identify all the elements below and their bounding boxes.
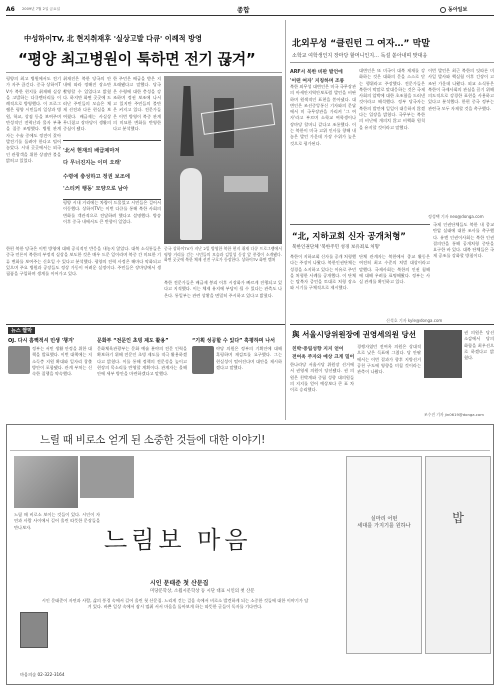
pull-quote-1: '北서 현재의 배급제마저 [63,148,120,154]
church-body-2: 단체 관계자는 북한에서 종교 활동은 여전히 최고 수준의 처벌 대상이라고 말했다. 국제사회는 북한의 인권 침해에 대해 우려를 표명해왔다. 정부는 사실 관계를 확인하고 있다. [359,254,430,285]
sign-shape [224,176,268,192]
brief-2-body: 문화체육관광부는 문화 예술 분야의 전문 인력을 확보하기 위해 전문인 초빙 제도를 적극 활용하겠다고 밝혔다. 이를 통해 정책의 전문성을 높이고 현장의 목소리를 반영할 계획이다. 관계자는 올해 안에 세부 방안을 마련하겠다고 말했다. [97,346,187,377]
church-sub: 북한인권단체 '북한주민 성경 보유죄로 처형' [292,245,381,250]
section-title: 종합 [237,6,250,14]
ad-photo-top [14,456,78,508]
side-sub: 소학교 여학생인지 장마당 할머니인지… 독설 쏟아내며 맞대응 [292,53,428,59]
brief-3-title: “기획 성공할 수 있다” 혹평하며 나서 [192,338,275,344]
main-body-col2: 취재진은 북한 당국의 안내에 따라 정해진 장소만 촬영할 수 있었다고 밝혔다. 하지만 화면 곳곳에 드러난 주민들의 모습은 체제 선전과 다른 현실을 보여줬다. 배급제는 사실상 무너졌고 장마당이 생활의 중심이 됐다. [63,76,111,132]
page-number: A6 [6,6,15,13]
side-deck [290,68,356,84]
paper-name: 동아일보 [448,7,468,13]
header-date: 2009년 7월 2일 금요일 [22,7,60,11]
side-deck-2: '어떤 여자' 지칭하며 조롱 [290,79,345,84]
side-body-3: 이번 발언은 최근 북한의 잇따른 미사일 발사와 핵실험 이후 긴장이 고조된 가운데 나왔다. 외교 소식통은 북한이 국제사회의 관심을 끌기 위해 의도적으로 강경한 표현을 사용하고 있다고 분석했다. 한편 중국 정부는 관련국 모두 자제할 것을 촉구했다. [428,68,494,111]
seoul-body-3: 권 의원은 당선 소감에서 당의 화합을 최우선으로 하겠다고 밝혔다. [464,330,494,361]
brief-1-title: OJ. 다시 흠뻑적셔 민생 '챙겨' [8,338,75,344]
brief-1-photo [8,346,30,374]
ad-desc: 느릴 때 비로소 보이는 것들이 있다. 시인이 자연과 사람 사이에서 길어 올린 따뜻한 문장들을 만나보자. [14,512,100,530]
main-body-col3: 한 주민은 배급을 받은 지 오래됐다고 말했다. 당국은 수령에 대한 충성을 강조하며 정권 보조에 나서고 있지만 주민들의 불만은 커지고 있다. 전문가들은 이번 방영이 북중 관계의 미묘한 변화를 반영한다고 분석했다. [113,76,161,132]
main-body-bottom: 한편 북한 당국은 이번 방영에 대해 공식적인 반응을 내놓지 않았다. 대북 소식통들은 중국 언론이 북한의 부정적 실상을 보도한 것은 매우 드문 일이라며 북중 간 미묘한 기류 변화를 보여주는 신호일 수 있다고 분석했다. 평양의 전력 사정은 해마다 악화되고 있으며 주요 병원과 공장들도 정상 가동이 어려운 실정이다. 주민들은 장마당에서 생필품을 구입하며 생계를 이어가고 있다. [6,246,161,277]
main-body-col1: 평양의 최고 병원에서도 전기가 자주 끊긴다. 중국 상하이TV가 북한 현지를 취재해 실상을 고발하는 다큐멘터리를 이례적으로 방영했다. 이 프로그램은 평양 시민들의 일상과 병원, 학교, 상점 등을 보여주며 만성적인 전력난과 물자 부족을 집중 조명했다. 병원 관계자는 수술 중에도 정전이 잦아 발전기를 돌려야 한다고 털어놓았다. 시내 곳곳에서는 외국인 관광객을 위한 상점만 불을 밝히고 있었다. [6,76,61,163]
seoul-body-2: 경쟁자였던 전여옥 의원은 상대적으로 낮은 득표에 그쳤다. 당 안팎에서는 이번 결과가 향후 지방선거 공천 구도에 영향을 미칠 것이라는 관측이 나왔다. [357,344,421,375]
brief-2-title: 문화부 “전문인 초빙 제도 활용” [97,338,169,344]
pull-quote-4: '스티커 행동' 모양으로 남아 [63,186,129,192]
ad-banner: 느릴 때 비로소 얻게 된 소중한 것들에 대한 이야기! [40,434,266,446]
church-rule-top [290,224,430,225]
seoul-rule [290,324,494,325]
brief-1-body: 정부는 서민 생활 안정을 위한 대책을 발표했다. 이번 대책에는 저소득층 지원 확대와 일자리 창출 방안이 포함됐다. 관계 부처는 신속한 집행을 약속했다. [32,346,92,377]
pull-quote-3: 수령에 충성하고 정권 보조에 [63,174,130,180]
ad-author-sub: 미당문학상, 소월시문학상 등 시단 대표 시인의 첫 산문 [150,589,255,594]
ad-publisher: 마음의숲 02-322-3164 [20,672,65,677]
column-separator [285,20,286,420]
photo-caption: 중국 상하이TV가 지난 2일 방영한 북한 현지 취재 다큐 프로그램에서 평양 거리를 걷는 시민들의 모습과 김일성 동상 앞 풍경이 소개됐다. 화면 곳곳에 북한 체제 선전 구호가 등장한다. 상하이TV 화면 캡처 [164,246,282,263]
ad-book3-panel [425,456,491,654]
seoul-body-1: 한나라당 서울시당 위원장 선거에서 권영세 의원이 당선됐다. 권 의원은 친박계와 중립 성향 대의원들의 지지를 얻어 예상보다 큰 표 차이로 승리했다. [290,362,354,393]
brief-3-body: 야당 의원은 정부의 기획안에 대해 혹평하며 재검토를 요구했다. 그는 현실성이 떨어진다며 대안을 제시하겠다고 말했다. [216,346,282,370]
pull-quote-2: 다 무너진지는 이미 오래' [63,160,122,166]
church-headline: “北, 지하교회 신자 공개처형” [292,232,406,242]
header-paper [440,6,467,13]
logo-icon [440,7,446,13]
overlay-text-shape [201,103,275,135]
main-photo [164,76,282,244]
side-rule [290,62,494,63]
church-body-1: 북한이 지하교회 신자를 공개 처형했다는 주장이 나왔다. 북한인권단체는 성경을 소지하고 있다는 이유로 주민을 처형한 사례를 공개했다. 이 단체는 탈북자 증언을 토대로 처형 장소와 시기를 구체적으로 제시했다. [290,254,356,291]
seoul-photo [424,330,462,378]
monument-shape [170,86,204,156]
side-body-4: 국제 인권단체들도 북한 내 종교 탄압 실태에 대한 조사를 촉구했다. 유엔 인권이사회는 북한 인권 결의안을 통해 공개처형 중단을 요구한 바 있다. 대북 단체들은 국제 공조를 강화할 방침이다. [433,222,494,259]
ad-book-cover [20,612,48,648]
church-byline: 신석호 기자 kyle@donga.com [386,318,443,323]
briefs-label-text: 뉴스 짤막 [11,328,33,334]
ad-book2-panel [346,456,422,654]
side-body-1: 북한 외무성 대변인은 미국 국무장관의 아세안지역안보포럼 발언을 비판하며 원색적인 표현을 쏟아냈다. 대변인은 조선중앙통신 기자와의 문답에서 미 국무장관을 가리켜 '그 여자'라고 부르며 소학교 여학생이나 장마당 할머니 같다고 조롱했다. 이는 북한이 미국 고위 인사를 향해 내놓은 발언 가운데 가장 수위가 높은 것으로 평가된다. [290,84,356,146]
seoul-headline: 與 서울시당위원장에 권영세의원 당선 [292,330,417,339]
ad-photo-middle [80,456,134,498]
ad-banner-rule [10,450,490,451]
briefs-label [8,327,35,334]
header-rule [6,15,494,16]
side-body-2: 대변인은 또 미국이 대북 제재를 강화하는 것은 대화의 문을 스스로 닫는 행위라고 주장했다. 전문가들은 북한이 막말로 맞대응하는 것은 국제사회의 압박에 대한 초조함을 드러낸 것이라고 해석했다. 정부 당국자는 북한의 발언에 일일이 대응하지 않겠다는 입장을 밝혔다. 국무부는 북한의 비난에 개의치 않고 비핵화 원칙을 유지할 것이라고 말했다. [359,68,425,130]
main-body-col4: 평양 시내 거리에는 차량이 드물었고 시민들은 걸어서 이동했다. 상하이TV는 이번 다큐를 통해 북한 사회의 변화를 객관적으로 전달하려 했다고 설명했다. 방송 이후 중국 내에서도 큰 반향이 일었다. [63,200,161,224]
ad-title: 느림보 마음 [104,526,252,554]
brief-3-photo [192,346,214,374]
side-byline: 정성택 기자 neo@donga.com [428,214,484,219]
ad-author-line: 시인 문태준 첫 산문집 [150,580,209,587]
ad-book3-label: 밥 [452,511,464,525]
pull-quote-box [63,140,161,200]
side-deck-1: ARF서 북한 비판 발언에 [290,70,343,75]
seoul-sub-2: 전여옥 주자와 예상 크게 밀어 [292,355,355,360]
side-kicker: 北외무성 “클린턴 그 여자…” 막말 [292,39,430,49]
ad-book2-label: 실마리 어떤 세대를 가지기를 원하나 [357,516,411,529]
seoul-byline: 조수진 기자 jin0619@donga.com [424,412,484,417]
ad-blurb: 시인 문태준이 자연과 사람, 삶의 풍경 속에서 길어 올린 첫 산문집. 느리게 걷는 걸음 속에서 비로소 발견하게 되는 소중한 것들에 대한 이야기가 담겨 있다. 바쁜 일상 속에서 잠시 멈춰 서서 마음을 돌아보게 하는 따뜻한 글들이 독자를 기다린다. [41,598,309,610]
main-rule [6,72,282,73]
seoul-sub-1: 친박·중립성향 지지 얻어 [292,347,344,352]
main-headline: “평양 최고병원이 툭하면 전기 끊겨” [18,50,256,68]
person-silhouette [180,168,202,240]
briefs-rule [6,324,285,325]
main-body-right: 북한 전문가들은 배급제 붕괴 이후 시장화가 빠르게 진행되고 있다고 지적했다. 이는 체제 유지에 부담이 될 수 있다는 관측도 나온다. 통일부는 관련 상황을 면밀히 주시하고 있다고 밝혔다. [164,280,282,298]
main-kicker: 中성하이TV, 北 현지취재후 '실상고발 다큐' 이례적 방영 [24,34,202,43]
